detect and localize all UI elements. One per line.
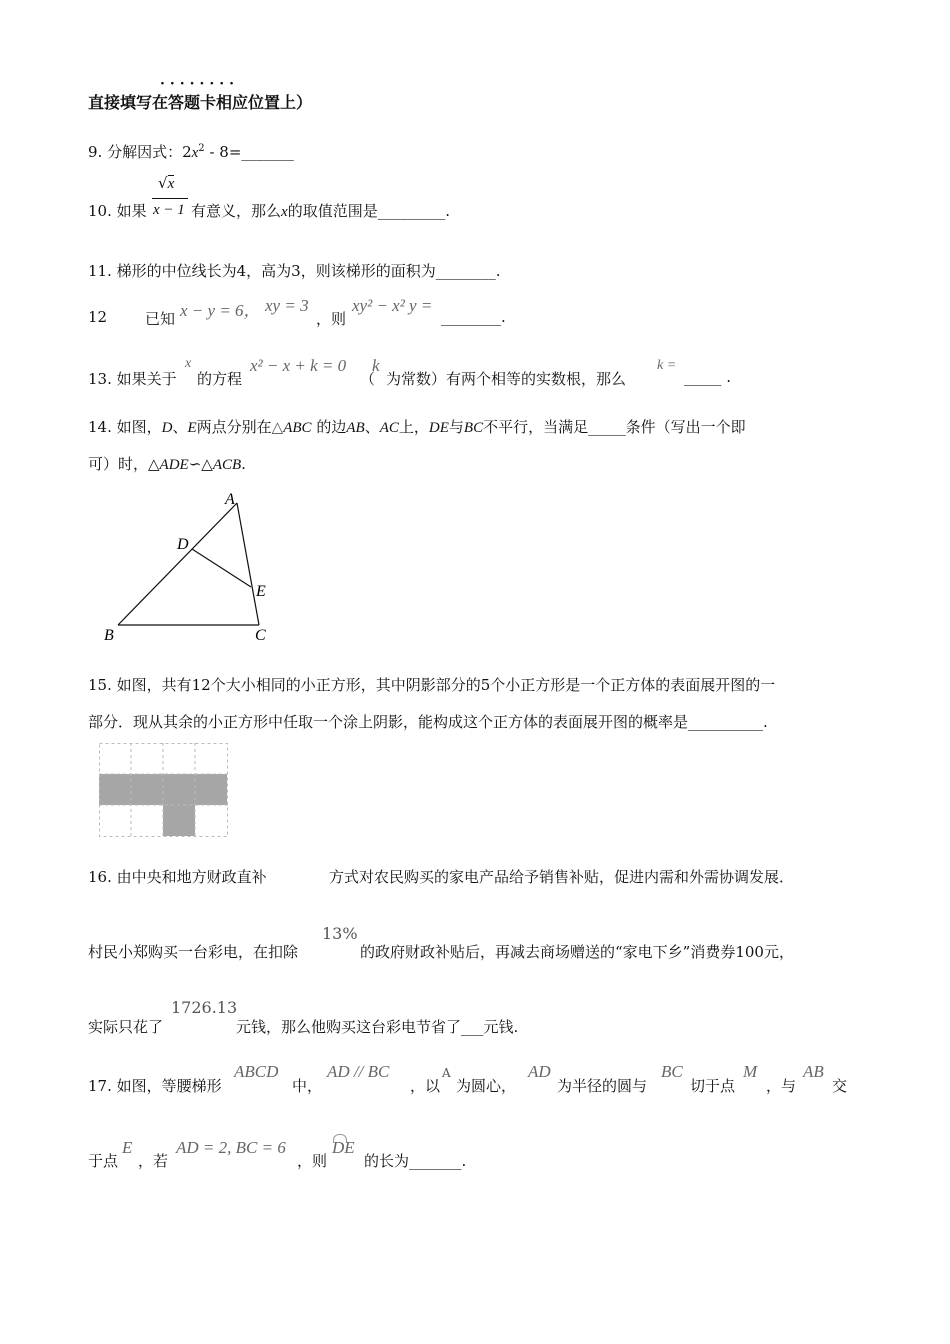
fraction-bar xyxy=(152,198,188,199)
q17-parallel: AD // BC xyxy=(327,1062,390,1081)
q17-e: 为半径的圆与 xyxy=(557,1077,648,1095)
q14-end: . xyxy=(241,455,246,473)
q10-rest2: 的取值范围是_________. xyxy=(287,202,450,220)
segment-DE xyxy=(192,549,251,587)
q16-line1a: 16. 由中央和地方财政直补 xyxy=(88,868,267,886)
q17-l: 的长为_______. xyxy=(364,1152,467,1170)
q17-k: ，则 xyxy=(297,1152,328,1170)
q17-j: ，若 xyxy=(138,1152,169,1170)
label-B: B xyxy=(104,627,114,644)
q14-D: D xyxy=(161,420,173,436)
q15-line1: 15. 如图，共有12个大小相同的小正方形，其中阴影部分的5个小正方形是一个正方体的表面展开图的一 xyxy=(88,676,776,694)
q14-text-f: 不平行，当满足_____条件（写出一个即 xyxy=(483,418,746,436)
q12-eq2: xy = 3 xyxy=(265,296,309,315)
q13-blank: _____ . xyxy=(684,368,732,386)
q12-eq1: x − y = 6， xyxy=(180,301,261,320)
q14-ADE: △ADE xyxy=(148,457,189,473)
q12-sep: ，则 xyxy=(316,310,347,328)
question-11: 11. 梯形的中位线长为4，高为3，则该梯形的面积为________. xyxy=(88,262,501,280)
q14-text-e: 与 xyxy=(448,418,464,436)
q14-ABC: ABC xyxy=(283,420,312,436)
q14-BC: BC xyxy=(463,420,484,436)
q13-paren-rest: 为常数）有两个相等的实数根，那么 xyxy=(386,370,627,388)
q14-text-b: 两点分别在 xyxy=(196,418,272,436)
side-BA xyxy=(118,503,237,625)
q13-mid: 的方程 xyxy=(197,370,243,388)
q9-rest: - 8=_______ xyxy=(204,143,294,161)
q16-line2a: 村民小郑购买一台彩电，在扣除 xyxy=(88,943,299,961)
q13-pre: 13. 如果关于 xyxy=(88,370,177,388)
q14-AB: AB xyxy=(346,420,365,436)
q10-numer-x: x xyxy=(167,176,175,192)
q14-ACB: △ACB xyxy=(201,457,242,473)
q17-h: 交 xyxy=(832,1077,848,1095)
triangle-figure xyxy=(95,485,285,650)
shaded-row xyxy=(99,774,227,805)
sqrt-sign: √ xyxy=(158,174,168,192)
q13-x: x xyxy=(185,356,192,371)
label-A: A xyxy=(225,491,235,508)
q17-ABCD: ABCD xyxy=(234,1062,279,1081)
q14-line1 xyxy=(88,416,746,437)
q9-text: 9. 分解因式：2 xyxy=(88,143,192,161)
q9-x: x xyxy=(191,145,199,161)
q10-lead: 10. 如果 xyxy=(88,202,147,220)
q13-equation: x² − x + k = 0 xyxy=(250,356,347,375)
question-9 xyxy=(88,141,294,162)
q12-blank: ________. xyxy=(441,308,506,326)
q16-percent: 13% xyxy=(322,924,358,943)
q17-arc-DE: DE xyxy=(332,1138,355,1157)
q10-rest1: 有意义，那么 xyxy=(191,202,282,220)
label-E: E xyxy=(256,583,266,600)
q13-k: k xyxy=(372,356,380,375)
q16-amount: 1726.13 xyxy=(171,998,238,1017)
q17-a: 17. 如图，等腰梯形 xyxy=(88,1077,222,1095)
emphasis-dots: ········ xyxy=(160,76,239,92)
q17-A: A xyxy=(442,1066,451,1080)
q17-AD: AD xyxy=(528,1062,551,1081)
q14-text-a: 14. 如图， xyxy=(88,418,162,436)
label-D: D xyxy=(177,536,189,553)
q16-line3b: 元钱，那么他购买这台彩电节省了___元钱. xyxy=(236,1018,519,1036)
triangle-icon: △ xyxy=(271,418,284,436)
similar-icon: ∽ xyxy=(188,455,202,473)
q14-sep2: 、 xyxy=(364,418,380,436)
q16-line3a: 实际只花了 xyxy=(88,1018,164,1036)
grid-figure xyxy=(99,743,231,839)
q17-c: ，以 xyxy=(410,1077,441,1095)
q14-E: E xyxy=(187,420,197,436)
q17-f: 切于点 xyxy=(690,1077,736,1095)
q14-AC: AC xyxy=(379,420,399,436)
q17-condition: AD = 2, BC = 6 xyxy=(176,1138,286,1157)
q12-pre: 已知 xyxy=(145,310,176,328)
q14-sep1: 、 xyxy=(172,418,188,436)
q10-denominator: x − 1 xyxy=(153,202,185,218)
q17-i: 于点 xyxy=(88,1152,119,1170)
q12-number: 12 xyxy=(88,308,108,326)
q10-numerator xyxy=(158,174,174,193)
q9-exp: 2 xyxy=(198,143,205,154)
shaded-cell xyxy=(163,805,195,836)
q13-k-eq: k = xyxy=(657,358,677,373)
q14-line2 xyxy=(88,453,246,474)
q12-expr: xy² − x² y = xyxy=(352,296,433,315)
q14-text-d: 上， xyxy=(398,418,429,436)
q17-d: 为圆心， xyxy=(456,1077,517,1095)
q10-x: x xyxy=(281,204,288,220)
q17-E: E xyxy=(122,1138,133,1157)
q14-text-g: 可）时， xyxy=(88,455,149,473)
side-AC xyxy=(237,503,259,625)
q16-line1b: 方式对农民购买的家电产品给予销售补贴，促进内需和外需协调发展． xyxy=(329,868,795,886)
q17-b: 中， xyxy=(292,1077,323,1095)
q16-line2b: 的政府财政补贴后，再减去商场赠送的“家电下乡”消费券100元， xyxy=(360,943,794,961)
q10-tail xyxy=(191,200,450,221)
q17-M: M xyxy=(743,1062,758,1081)
label-C: C xyxy=(255,627,266,644)
q17-BC: BC xyxy=(661,1062,683,1081)
q17-AB: AB xyxy=(803,1062,824,1081)
q14-text-c: 的边 xyxy=(316,418,347,436)
q17-g: ，与 xyxy=(766,1077,797,1095)
q15-line2: 部分．现从其余的小正方形中任取一个涂上阴影，能构成这个正方体的表面展开图的概率是__________. xyxy=(88,713,768,731)
section-instruction: 直接填写在答题卡相应位置上） xyxy=(88,93,313,112)
q14-DE: DE xyxy=(428,420,449,436)
q13-paren: （ xyxy=(360,370,376,388)
